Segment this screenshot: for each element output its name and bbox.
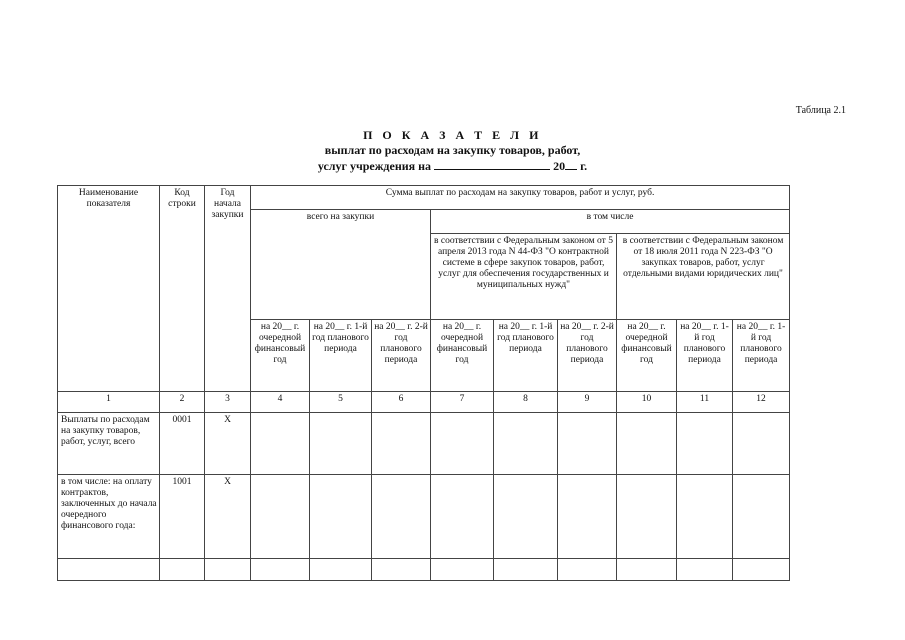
column-number: 9 <box>558 392 617 413</box>
value-cell[interactable] <box>494 413 558 475</box>
period-header: на 20__ г. 2-й год планового периода <box>558 320 617 392</box>
table-number: Таблица 2.1 <box>795 105 846 116</box>
row-year: X <box>205 475 251 559</box>
table-row <box>58 559 790 581</box>
value-cell[interactable] <box>372 559 431 581</box>
row-code: 1001 <box>160 475 205 559</box>
header-total: всего на закупки <box>251 210 431 320</box>
header-including: в том числе <box>431 210 790 234</box>
row-code[interactable] <box>160 559 205 581</box>
value-cell[interactable] <box>617 413 677 475</box>
title-line-3 <box>0 158 905 174</box>
year-suffix-fill-line <box>565 158 577 170</box>
purchase-payments-table <box>57 185 790 581</box>
value-cell[interactable] <box>310 559 372 581</box>
value-cell[interactable] <box>251 475 310 559</box>
year-fill-line <box>434 158 550 170</box>
column-number: 4 <box>251 392 310 413</box>
value-cell[interactable] <box>617 559 677 581</box>
title-line-3-prefix: услуг учреждения на <box>317 159 432 173</box>
column-number: 1 <box>58 392 160 413</box>
period-header: на 20__ г. 2-й год планового периода <box>372 320 431 392</box>
period-header: на 20__ г. 1-й год планового периода <box>494 320 558 392</box>
header-row-1 <box>58 186 790 210</box>
value-cell[interactable] <box>558 559 617 581</box>
row-year[interactable] <box>205 559 251 581</box>
row-code: 0001 <box>160 413 205 475</box>
value-cell[interactable] <box>431 475 494 559</box>
column-number: 5 <box>310 392 372 413</box>
period-header: на 20__ г. 1-й год планового периода <box>310 320 372 392</box>
period-header: на 20__ г. 1-й год планового периода <box>733 320 790 392</box>
header-law-44: в соответствии с Федеральным законом от 5 апреля 2013 года N 44-ФЗ "О контрактной системе в сфере закупок товаров, работ, услуг для обеспечения государственных и муниципальных нужд" <box>431 234 617 320</box>
table-row <box>58 475 790 559</box>
title-line-3-mid: 20 <box>553 159 566 173</box>
row-name: Выплаты по расходам на закупку товаров, работ, услуг, всего <box>58 413 160 475</box>
column-number-row <box>58 392 790 413</box>
period-header: на 20__ г. очередной финансовый год <box>431 320 494 392</box>
value-cell[interactable] <box>372 475 431 559</box>
value-cell[interactable] <box>310 475 372 559</box>
column-number: 2 <box>160 392 205 413</box>
value-cell[interactable] <box>733 559 790 581</box>
column-number: 12 <box>733 392 790 413</box>
title-line-3-suffix: г. <box>580 159 588 173</box>
value-cell[interactable] <box>372 413 431 475</box>
period-header: на 20__ г. очередной финансовый год <box>617 320 677 392</box>
row-year: X <box>205 413 251 475</box>
column-number: 6 <box>372 392 431 413</box>
document-title <box>0 128 905 174</box>
header-name: Наименование показателя <box>58 186 160 392</box>
header-sum: Сумма выплат по расходам на закупку товаров, работ и услуг, руб. <box>251 186 790 210</box>
header-year: Год начала закупки <box>205 186 251 392</box>
period-header: на 20__ г. 1-й год планового периода <box>677 320 733 392</box>
value-cell[interactable] <box>677 413 733 475</box>
value-cell[interactable] <box>494 475 558 559</box>
value-cell[interactable] <box>310 413 372 475</box>
value-cell[interactable] <box>677 475 733 559</box>
value-cell[interactable] <box>733 413 790 475</box>
row-name: в том числе: на оплату контрактов, заключенных до начала очередного финансового года: <box>58 475 160 559</box>
value-cell[interactable] <box>733 475 790 559</box>
value-cell[interactable] <box>558 413 617 475</box>
column-number: 10 <box>617 392 677 413</box>
table-row <box>58 413 790 475</box>
header-law-223: в соответствии с Федеральным законом от 18 июля 2011 года N 223-ФЗ "О закупках товаров, работ, услуг отдельными видами юридических лиц" <box>617 234 790 320</box>
row-name[interactable] <box>58 559 160 581</box>
value-cell[interactable] <box>558 475 617 559</box>
header-code: Код строки <box>160 186 205 392</box>
value-cell[interactable] <box>431 413 494 475</box>
value-cell[interactable] <box>251 413 310 475</box>
period-header: на 20__ г. очередной финансовый год <box>251 320 310 392</box>
column-number: 3 <box>205 392 251 413</box>
value-cell[interactable] <box>677 559 733 581</box>
title-heading: П О К А З А Т Е Л И <box>363 128 542 142</box>
column-number: 7 <box>431 392 494 413</box>
value-cell[interactable] <box>617 475 677 559</box>
column-number: 11 <box>677 392 733 413</box>
value-cell[interactable] <box>251 559 310 581</box>
title-line-2: выплат по расходам на закупку товаров, работ, <box>324 143 581 157</box>
value-cell[interactable] <box>494 559 558 581</box>
value-cell[interactable] <box>431 559 494 581</box>
column-number: 8 <box>494 392 558 413</box>
